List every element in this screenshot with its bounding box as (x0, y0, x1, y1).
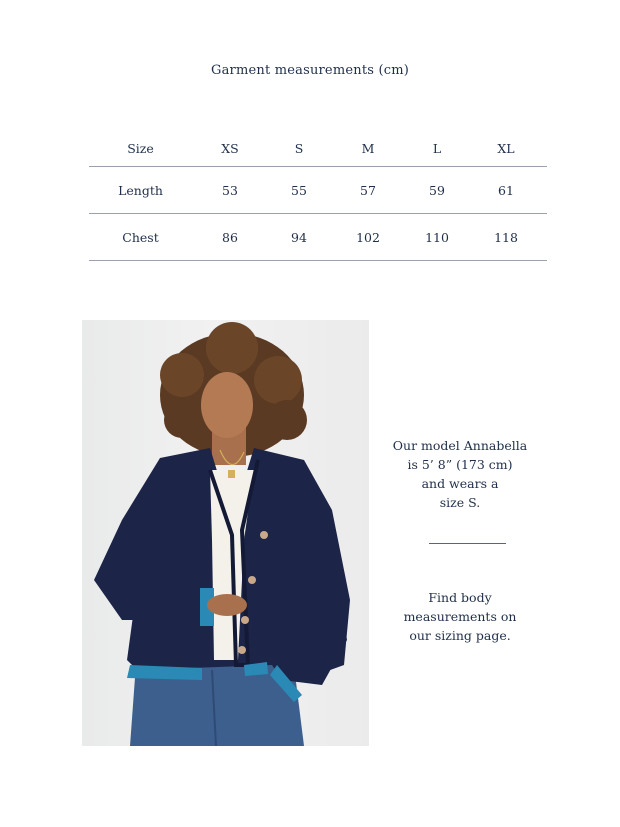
table-cell: 53 (222, 182, 238, 198)
table-cell: 61 (498, 182, 514, 198)
table-row-chest (89, 214, 547, 261)
table-cell: 118 (494, 229, 518, 245)
model-illustration (82, 320, 369, 746)
header-size: Size (127, 141, 154, 156)
header-l: L (432, 141, 442, 156)
table-cell: 110 (425, 229, 449, 245)
find-line: Find body (428, 590, 492, 605)
table-cell: 94 (291, 229, 307, 245)
model-info-text (380, 436, 540, 512)
header-s: S (294, 141, 304, 156)
table-row-length (89, 167, 547, 214)
table-cell: 86 (222, 229, 238, 245)
header-xl: XL (497, 141, 515, 156)
model-line: is 5’ 8” (173 cm) (407, 457, 513, 472)
table-cell: 55 (291, 182, 307, 198)
find-line: our sizing page. (409, 628, 511, 643)
divider (429, 543, 506, 544)
row-label: Chest (122, 229, 159, 245)
model-line: Our model Annabella (392, 438, 528, 453)
find-line: measurements on (403, 609, 517, 624)
page-title: Garment measurements (cm) (211, 63, 409, 78)
measurements-table (89, 131, 547, 261)
row-label: Length (118, 182, 163, 198)
table-header-row (89, 131, 547, 167)
table-cell: 102 (356, 229, 380, 245)
model-line: size S. (439, 495, 481, 510)
table-cell: 59 (429, 182, 445, 198)
model-line: and wears a (421, 476, 499, 491)
sizing-page-text (380, 588, 540, 645)
header-xs: XS (221, 141, 239, 156)
table-cell: 57 (360, 182, 376, 198)
model-photo (82, 320, 369, 746)
header-m: M (361, 141, 375, 156)
